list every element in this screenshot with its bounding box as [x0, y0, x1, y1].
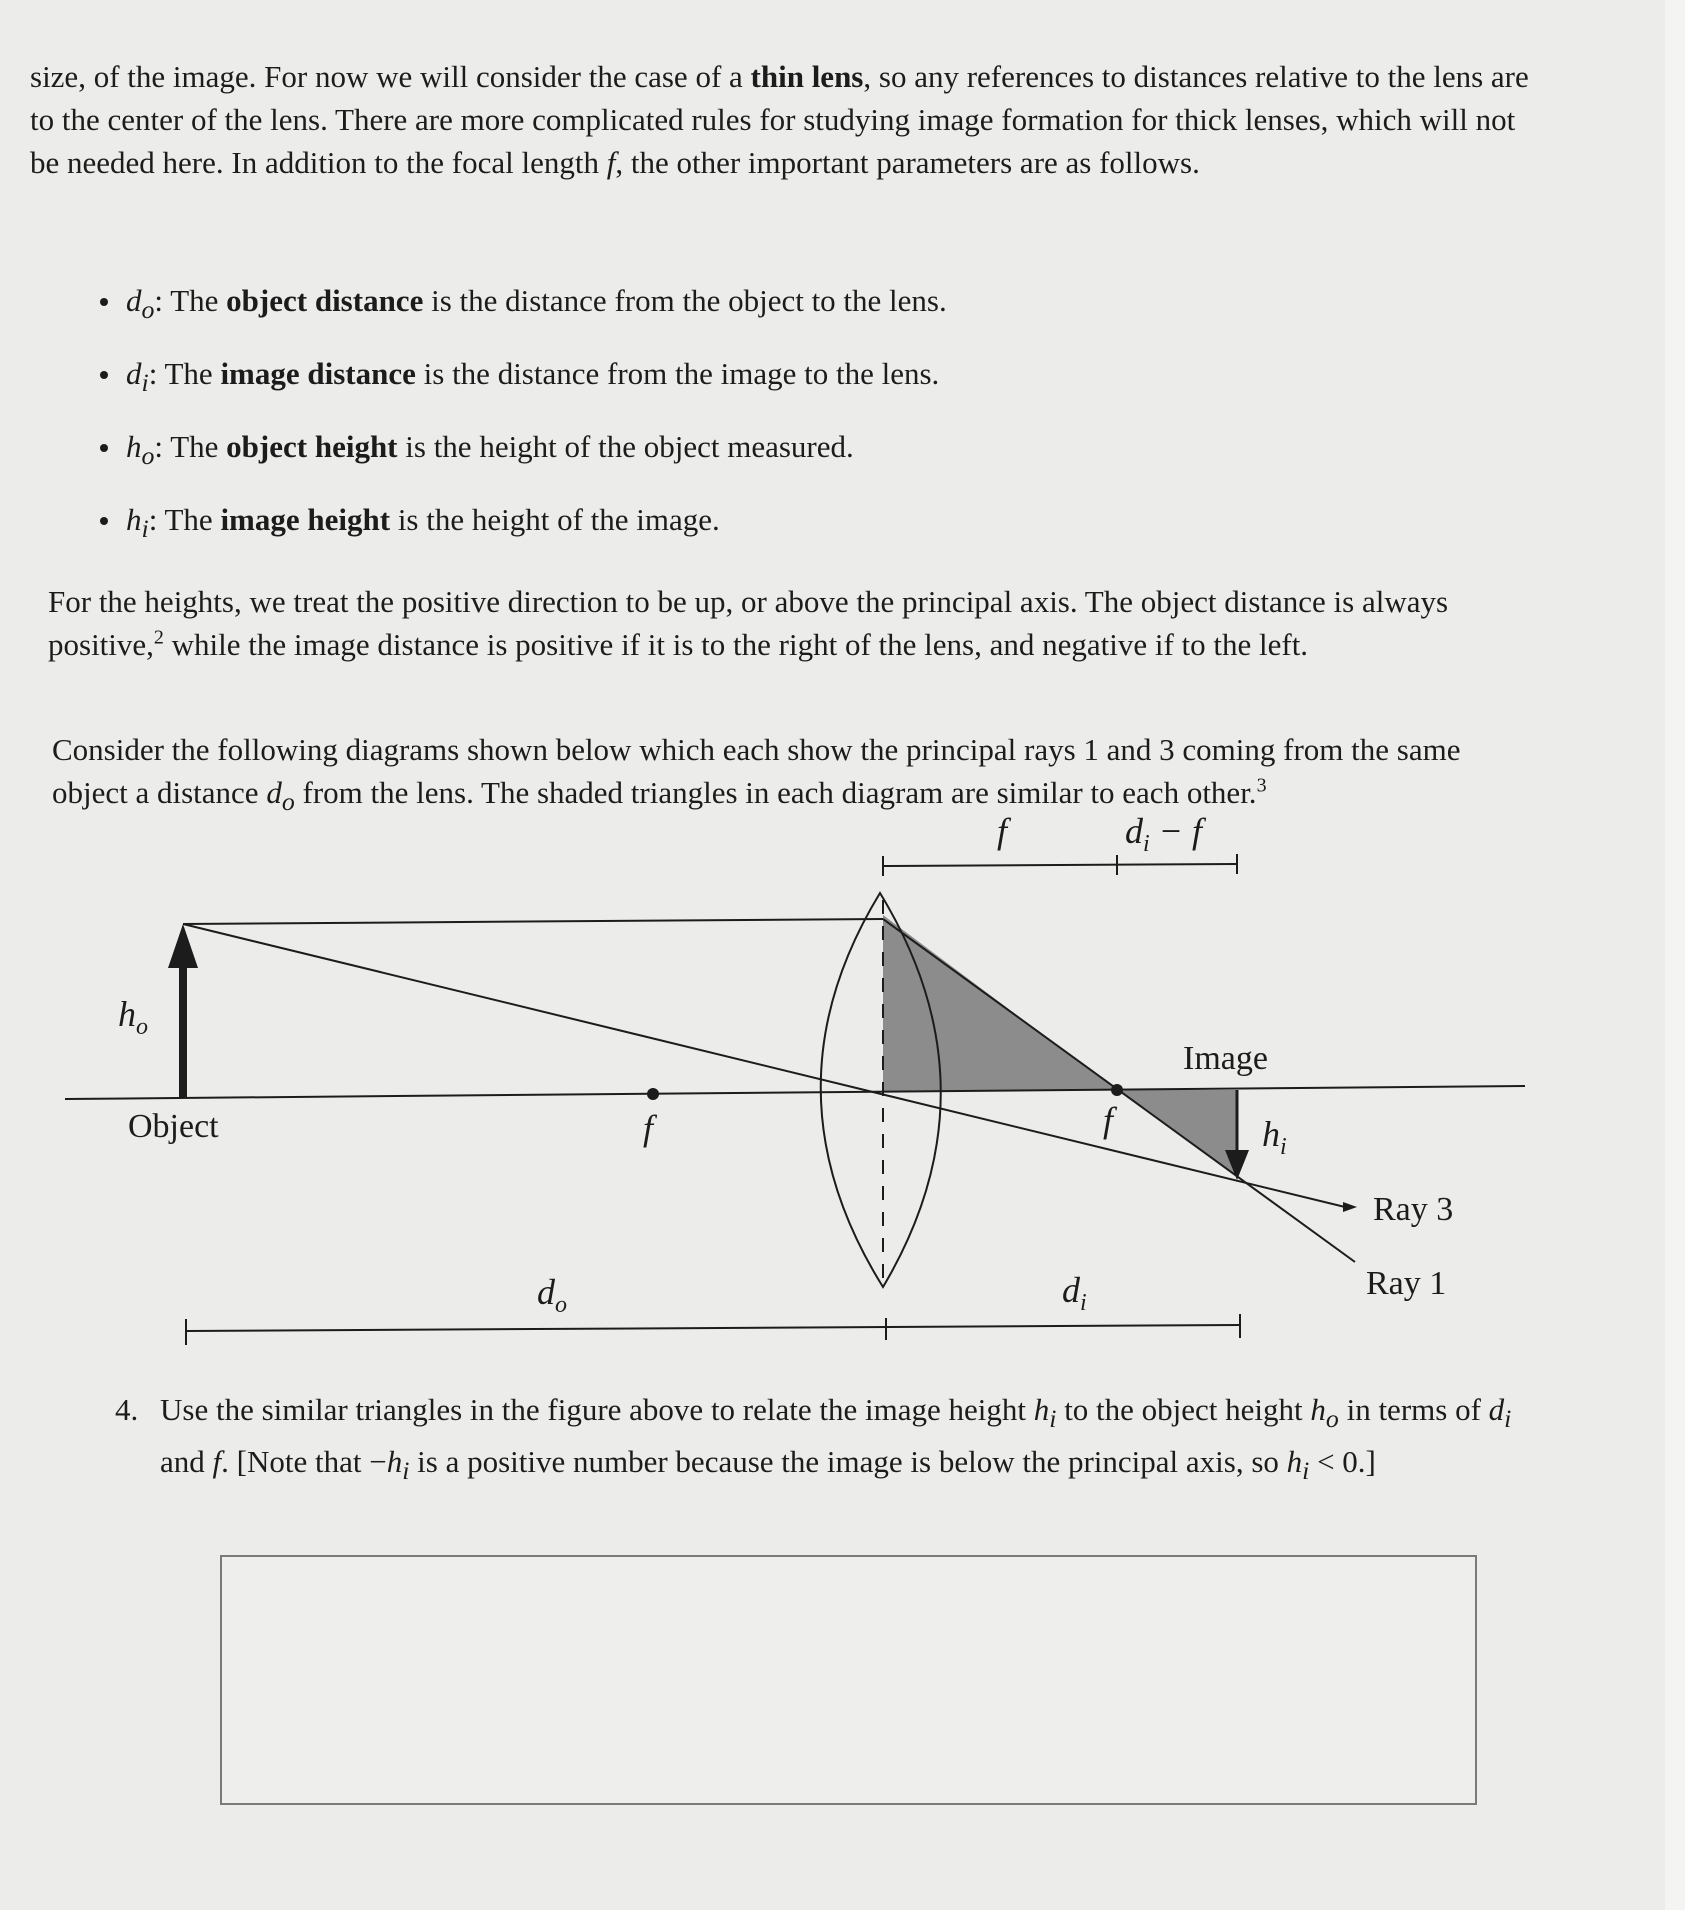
list-item: $d_o$: The object distance is the distance from the object to the lens.	[100, 276, 947, 349]
label-f-left: f	[643, 1108, 654, 1148]
top-dimension-bar	[883, 864, 1237, 866]
label-f-top: f	[997, 811, 1008, 851]
label-ho: $h_o$	[118, 994, 148, 1040]
label-object: Object	[128, 1108, 219, 1145]
question-number: 4.	[115, 1392, 139, 1427]
bottom-dimension-bar	[186, 1325, 1240, 1331]
list-item: $d_i$: The image distance is the distance from the image to the lens.	[100, 349, 947, 422]
label-image: Image	[1183, 1040, 1268, 1077]
label-ray-1: Ray 1	[1366, 1265, 1447, 1302]
focal-point-left	[647, 1088, 659, 1100]
label-ray-3: Ray 3	[1373, 1191, 1454, 1228]
ray-1-incident	[183, 919, 883, 924]
question-text: Use the similar triangles in the figure above to relate the image height $h_i$ to the object height $h_o$ in terms of $d_i$ and f. [Note that $-h_i$ is a positive number because the image is below the principal axis, so $h_i < 0$.]	[160, 1392, 1512, 1486]
diagram-intro-paragraph: Consider the following diagrams shown below which each show the principal rays 1 and 3 coming from the same object a distance $d_o$ from the lens. The shaded triangles in each diagram are similar to each other.$^3$	[52, 732, 1461, 817]
label-di: $d_i$	[1062, 1270, 1087, 1316]
heights-paragraph: For the heights, we treat the positive direction to be up, or above the principal axis. The object distance is always positive,$^2$ while the image distance is positive if it is to the right of the lens, and negative if to the left.	[48, 584, 1449, 662]
intro-paragraph: size, of the image. For now we will consider the case of a thin lens, so any references to distances relative to the lens are to the center of the lens. There are more complicated rules for studying image formation for thick lenses, which will not be needed here. In addition to the focal length f, the other important parameters are as follows.	[30, 59, 1529, 180]
ray-3	[183, 924, 1345, 1207]
object-arrow-head	[168, 924, 198, 968]
label-di-minus-f: $d_i - f$	[1125, 811, 1202, 857]
principal-axis	[65, 1086, 1525, 1099]
label-do: $d_o$	[537, 1272, 567, 1318]
ray-3-arrowhead	[1343, 1202, 1357, 1212]
answer-box[interactable]	[220, 1555, 1477, 1805]
label-f-right: f	[1103, 1100, 1114, 1140]
label-hi: $h_i$	[1262, 1114, 1287, 1160]
list-item: $h_o$: The object height is the height of the object measured.	[100, 422, 947, 495]
list-item: $h_i$: The image height is the height of the image.	[100, 495, 947, 568]
focal-point-right	[1111, 1084, 1123, 1096]
